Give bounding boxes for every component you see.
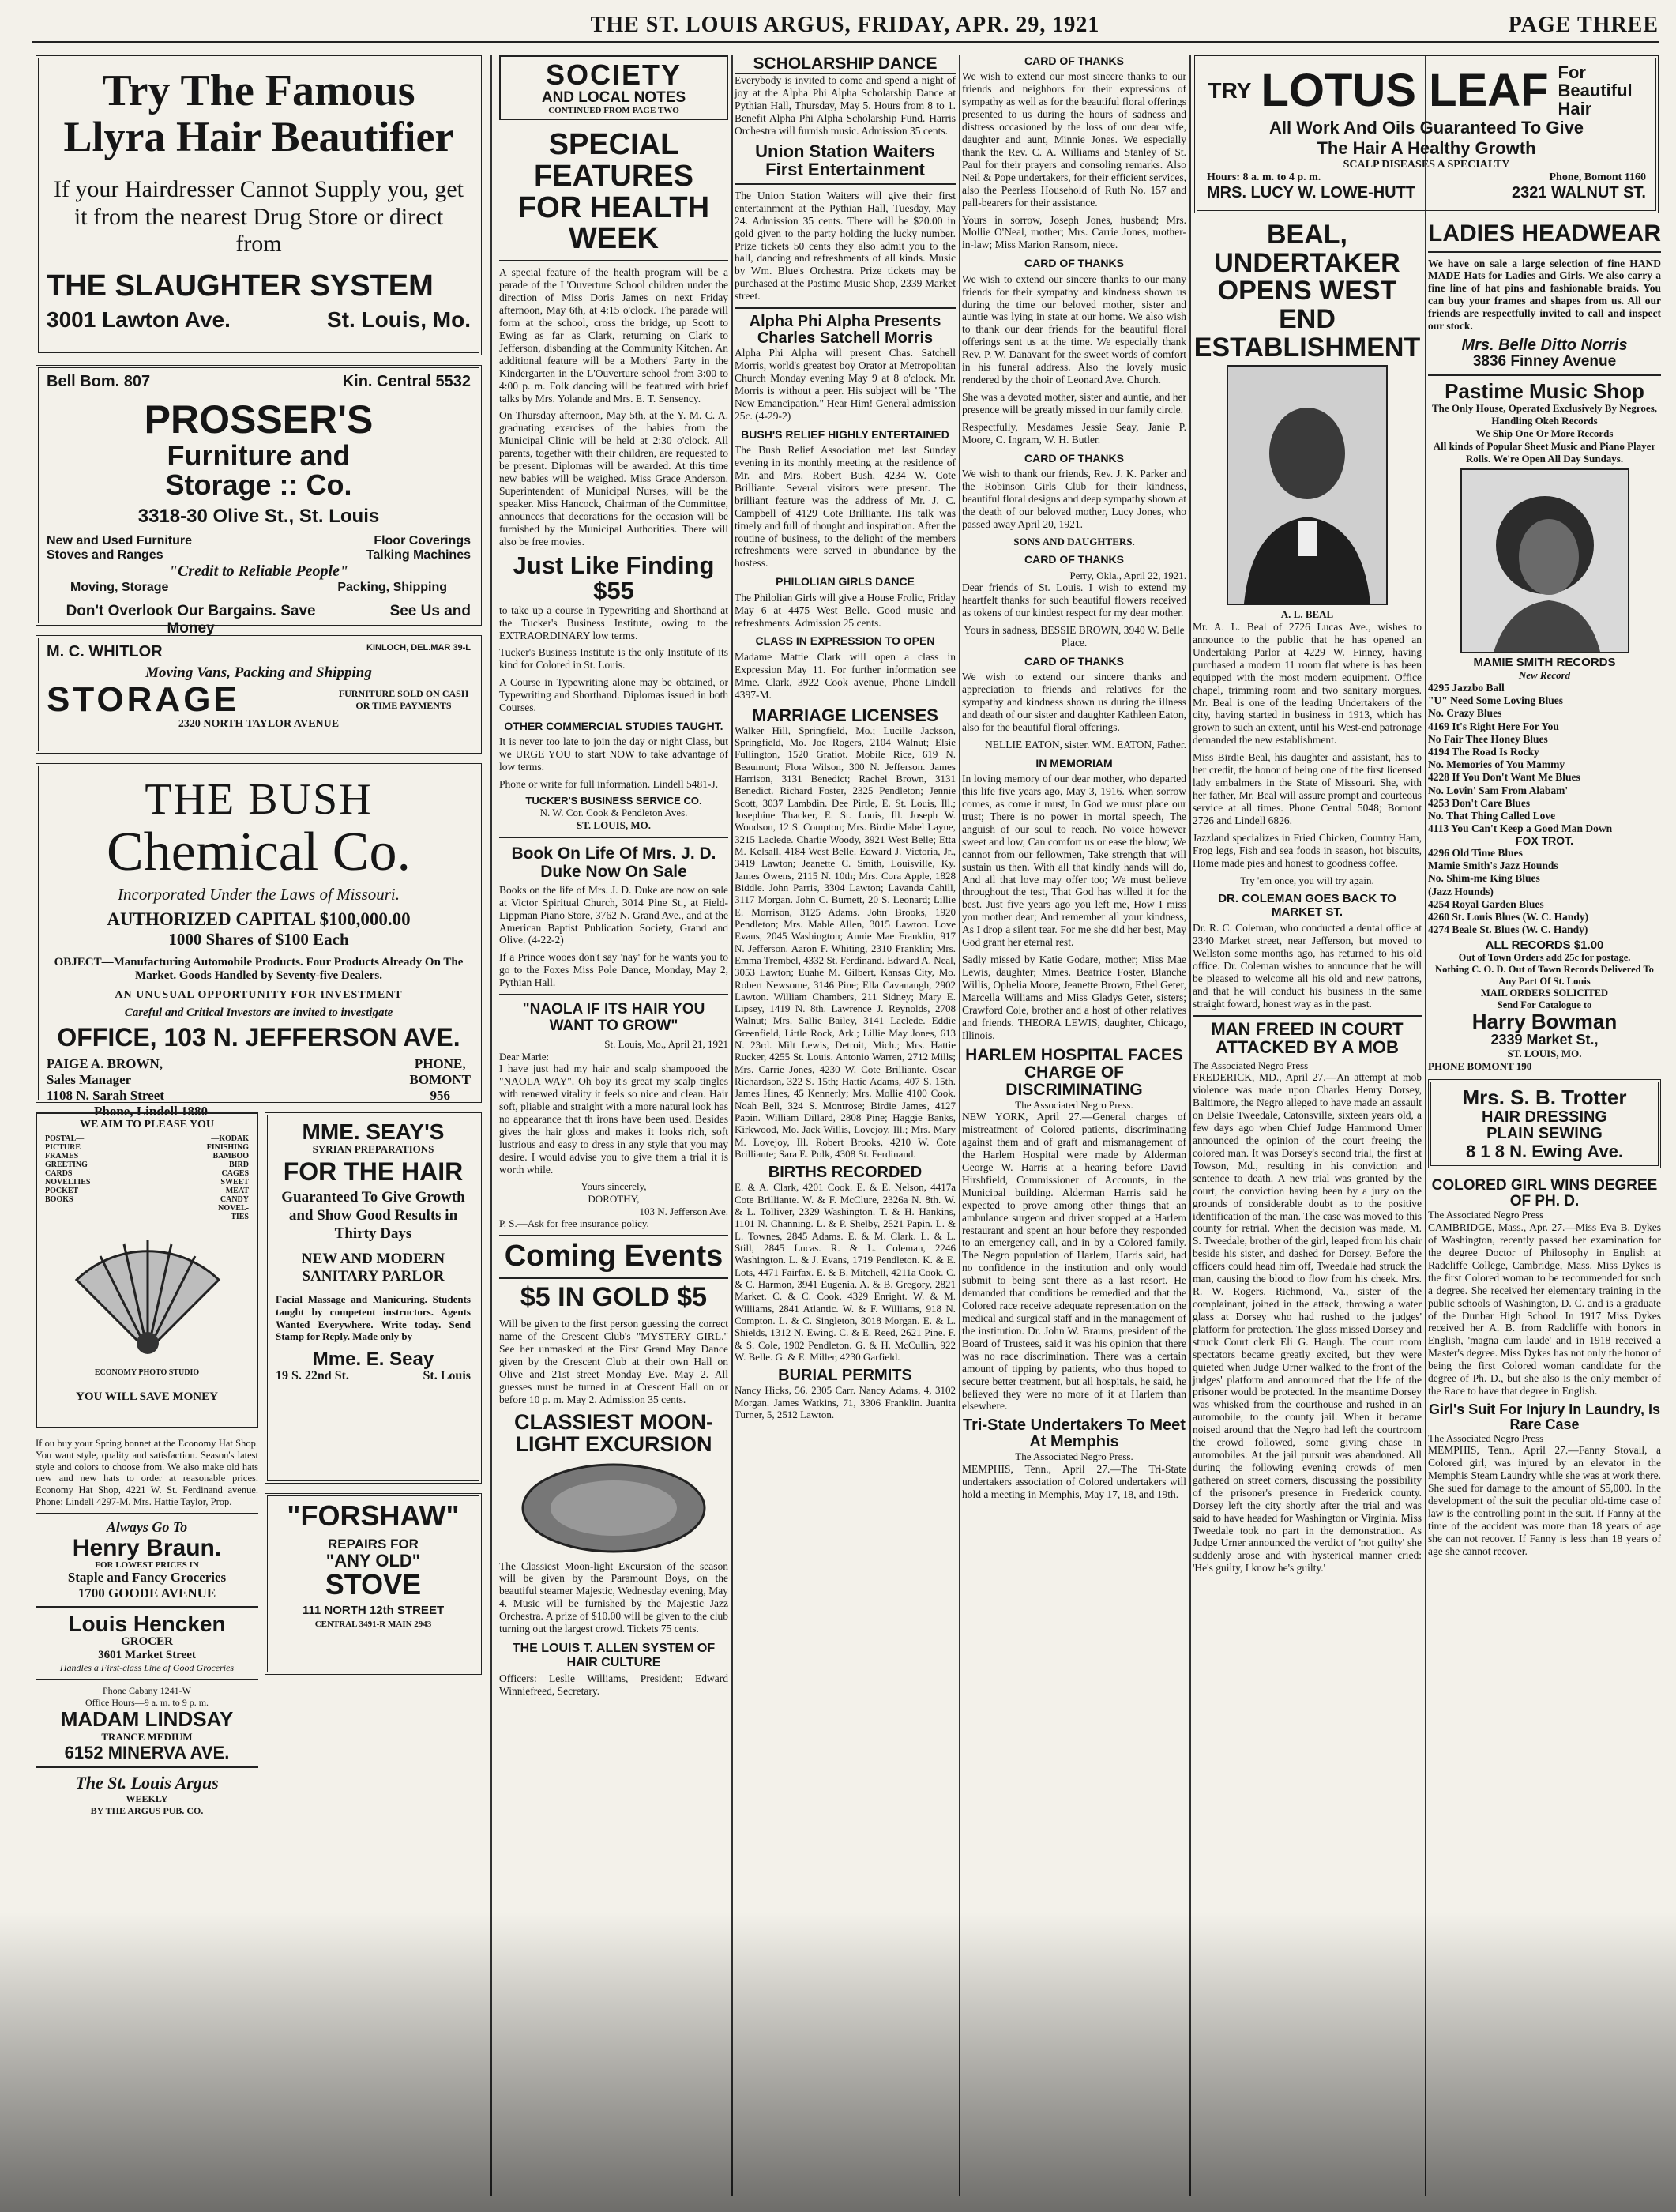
ladies-address: 3836 Finney Avenue — [1472, 353, 1617, 371]
record-item: No. That Thing Called Love — [1428, 809, 1556, 822]
bowman-name: Harry Bowman — [1471, 1010, 1618, 1034]
card4-sign: Yours in sadness, BESSIE BROWN, 3940 W. Belle Place. — [964, 624, 1185, 649]
ad-prosser-left1: New and Used Furniture — [47, 534, 193, 548]
column-ads-left — [36, 55, 482, 2196]
article-laundry: MEMPHIS, Tenn., April 27.—Fanny Stovall, a Colored girl, was injured by an elevator in the Memphis Steam Laundry while she was at work there. She sued for damage to the amount of $5,000. In the development of the suit the peculiar old-time case of law is the controlling point in the suit. If Fanny at the time of the accident was more than 18 years of age she can not recover. If Fanny is less than 18 years of age she cannot recover. — [1428, 1444, 1661, 1557]
list-births: E. & A. Clark, 4201 Cook. E. & E. Nelson, 4417a Cote Brilliante. W. & F. McClure, 2326a N. 8th. W. & L. Tolliver, 2329 Washington. T. & H. Hankins, 1101 N. Channing. L. & P. Shelby, 2521 Papin. L. & L. Townes, 2845 Adams. E. & M. Clark. L. & L. Still, 2845 Lucas. R. & L. Coleman, 2246 Washington. L. & J. Evans, 1719 Pendleton. K. & E. Lots, 4471 Fairfax. E. & B. Mitchell, 4211a Cook. C. & C. Harmon, 3941 Eugenia. A. & B. Gregory, 2821 Market. C. & C. Cook, 4329 Enright. W. & M. Williams, 2841 Atlantic. W. & F. Williams, 918 N. Compton. L. & C. Singleton, 3018 Morgan. E. & L. Shields, 1312 N. Ewing. C. & E. Reed, 2621 Pine. F. & S. Cole, 1902 Pendleton. G. & H. McCullin, 922 W. Belle. G. & E. Miller, 4230 Garfield. — [735, 1181, 956, 1364]
card4-place: Perry, Okla., April 22, 1921. — [1069, 569, 1186, 581]
ad-bush-title2: Chemical Co. — [107, 822, 411, 882]
ad-lotus-line3: SCALP DISEASES A SPECIALTY — [1343, 159, 1510, 171]
ad-whitlor-furniture: FURNITURE SOLD ON CASH OR TIME PAYMENTS — [338, 688, 469, 712]
ad-whitlor — [36, 635, 482, 754]
ad-studio-right-list — [207, 1134, 249, 1221]
ad-llyra-city: St. Louis, Mo. — [327, 307, 471, 332]
headline-mob: MAN FREED IN COURT ATTACKED BY A MOB — [1193, 1015, 1422, 1056]
headline-book: Book On Life Of Mrs. J. D. Duke Now On Sale — [511, 844, 716, 881]
headline-card4: CARD OF THANKS — [1024, 553, 1124, 566]
ad-bush-office: OFFICE, 103 N. JEFFERSON AVE. — [57, 1023, 460, 1051]
ad-prosser-right2: Talking Machines — [366, 548, 471, 562]
page-number: PAGE THREE — [1508, 13, 1659, 37]
ad-braun-address: 1700 GOODE AVENUE — [77, 1586, 216, 1601]
ad-seay-address: 19 S. 22nd St. — [276, 1368, 349, 1382]
ad-whitlor-storage: STORAGE — [47, 680, 240, 719]
portrait-illustration — [1228, 367, 1386, 604]
ad-llyra-title2: Llyra Hair Beautifier — [63, 112, 454, 160]
pastime-line3: All kinds of Popular Sheet Music and Piano Player Rolls. We're Open All Day Sundays. — [1433, 440, 1656, 465]
column-cards — [962, 55, 1186, 2196]
records-catalogue: Send For Catalogue to — [1497, 999, 1592, 1011]
article-classiest: The Classiest Moon-light Excursion of the season will be given by the Paramount Boys, on the beautiful steamer Majestic, Wednesday evening, May 4. Music will be furnished by the Majestic Jazz Orchestra. A prize of $10.00 will be given to the club turning out the largest crowd. Tickets 75 cents. — [499, 1559, 728, 1635]
ad-prosser-line3: Storage :: Co. — [165, 468, 352, 502]
studio-item: —KODAK — [211, 1134, 249, 1143]
studio-item: CAGES — [221, 1169, 249, 1178]
ad-argus-name: The St. Louis Argus — [75, 1772, 219, 1793]
ad-llyra-address: 3001 Lawton Ave. — [47, 307, 231, 332]
record-item: No. Lovin' Sam From Alabam' — [1428, 784, 1569, 796]
headline-burial: BURIAL PERMITS — [778, 1367, 912, 1385]
record-item: (Jazz Hounds) — [1428, 885, 1494, 897]
record-item: 4228 If You Don't Want Me Blues — [1428, 771, 1580, 784]
headline-card5: CARD OF THANKS — [1024, 654, 1124, 668]
masthead — [32, 9, 1659, 43]
ad-prosser-line2: Furniture and — [167, 438, 351, 472]
studio-item: POCKET — [45, 1187, 79, 1195]
records-out: Out of Town Orders add 25c for postage. — [1458, 952, 1631, 964]
studio-item: TIES — [231, 1213, 249, 1221]
article-gold: Will be given to the first person guessing the correct name of the Crescent Club's "MYSTERY GIRL." See her unmasked at the First Grand May Dance given by the Crescent Club at their own Hall on Olive and 21st street Monday Eve. May 2. All guesses must be turned in at Crescent Hall on or before 10 p. m. May 2. Admission 35 cents. — [499, 1318, 728, 1405]
phd-press: The Associated Negro Press — [1428, 1209, 1544, 1221]
ad-seay-city: St. Louis — [423, 1368, 471, 1382]
record-item: 4295 Jazzbo Ball — [1428, 682, 1505, 694]
studio-item: NOVELTIES — [45, 1178, 91, 1187]
ad-bush-mgr-phone: Phone, Lindell 1880 — [94, 1103, 209, 1119]
ad-braun-line1: Always Go To — [106, 1518, 188, 1535]
ad-bush-phone-exchange: BOMONT — [409, 1071, 471, 1087]
card3-body: We wish to thank our friends, Rev. J. K. Parker and the Robinson Girls Club for their kindness, beautiful floral designs and deep sympathy shown at the death of our beloved mother, Lucy Jones, who passed away April 20, 1921. — [962, 468, 1186, 530]
photo-beal-caption: A. L. BEAL — [1280, 608, 1334, 621]
ad-prosser-phone2: Kin. Central 5532 — [342, 373, 471, 390]
ad-forshaw-title: "FORSHAW" — [287, 1499, 460, 1532]
studio-item: MEAT — [225, 1187, 249, 1195]
ad-bush-inc: Incorporated Under the Laws of Missouri. — [118, 885, 400, 904]
record-item: 4194 The Road Is Rocky — [1428, 745, 1539, 758]
ad-prosser — [36, 365, 482, 638]
pastime-line2: We Ship One Or More Records — [1475, 427, 1614, 440]
headline-pastime: Pastime Music Shop — [1445, 378, 1644, 403]
headline-alpha: Alpha Phi Alpha Presents Charles Satchell Morris — [749, 313, 941, 348]
headline-card3: CARD OF THANKS — [1024, 451, 1124, 465]
headline-card2: CARD OF THANKS — [1024, 257, 1124, 270]
ad-bush-mgr-name: PAIGE A. BROWN, — [47, 1055, 163, 1071]
ad-llyra-body: If your Hairdresser Cannot Supply you, get it from the nearest Drug Store or direct from — [53, 176, 464, 258]
card5-sign: NELLIE EATON, sister. WM. EATON, Father. — [985, 738, 1186, 750]
headline-births: BIRTHS RECORDED — [768, 1164, 923, 1182]
studio-item: BAMBOO — [212, 1152, 249, 1161]
ad-lotus-leaf — [1194, 55, 1659, 213]
headline-special-features: SPECIAL FEATURES FOR HEALTH WEEK — [517, 127, 710, 256]
ad-seay-name: Mme. E. Seay — [312, 1348, 434, 1370]
records-cod: Nothing C. O. D. Out of Town Records Delivered To Any Part Of St. Louis — [1435, 964, 1654, 988]
card5-body: We wish to extend our sincere thanks and appreciation to friends and relatives for the sympathy and kindness shown us during the illness and death of our sister and daughter Kathleen Eaton, also for the beautiful floral offerings. — [962, 671, 1186, 733]
column-rule — [959, 55, 960, 2196]
masthead-title: THE ST. LOUIS ARGUS, FRIDAY, APR. 29, 1921 — [590, 13, 1100, 37]
headline-union: Union Station Waiters First Entertainment — [755, 141, 935, 179]
ad-forshaw-line2: "ANY OLD" — [325, 1550, 421, 1571]
record-item: No. Memories of You Mammy — [1428, 758, 1565, 771]
ad-forshaw-line3: STOVE — [325, 1567, 422, 1601]
ad-economy-hat-shop: If ou buy your Spring bonnet at the Economy Hat Shop. You want style, quality and satisfaction. Season's latest style and colors to choose from. We also make old hats new and new hats to order at reasonable prices. Economy Hat Shop, 4221 W. St. Ferdinand avenue. Phone: Lindell 4297-M. Mrs. Hattie Taylor, Prop. — [36, 1438, 258, 1507]
society-sub: AND LOCAL NOTES — [541, 88, 686, 106]
article-class: Madame Mattie Clark will open a class in Expression May 11. For further information see Mme. Clark, 3922 Cook avenue, Phone Lindell 4397-M. — [735, 650, 956, 701]
ad-lindsay-address: 6152 MINERVA AVE. — [64, 1742, 230, 1762]
ad-lotus-address: 2321 WALNUT ST. — [1511, 184, 1646, 202]
ad-studio-left-list — [45, 1134, 90, 1221]
headline-beal: BEAL, UNDERTAKER OPENS WEST END ESTABLISHMENT — [1193, 220, 1421, 363]
studio-item: FRAMES — [45, 1152, 79, 1161]
moon-excursion-illustration — [519, 1461, 708, 1556]
list-marriage: Walker Hill, Springfield, Mo.; Lucille Jackson, Springfield, Mo. Joe Rogers, 2104 Walnut; Elsie Fullington, 1520 Gratiot. Mobile Rice, 619 N. Beaumont; Flora Wilson, 300 N. Jefferson. James Harrison, 3131 Benedict; Rachel Brown, 3131 Benedict. Richard Foster, 2325 Pendleton; Jennie Scott, 3037 Lambdin. Dee Pirtle, E. St. Louis, Ill.; Josephine Thacker, E. St. Louis, Ill. Joseph W. Woodson, 12 S. Compton; Mrs. Birdie Mabel Layne, 3215 Laclede. Charlie Woody, 3921 West Belle; Etta M. Kelsall, 4184 West Belle. Edward J. Victoria, Jr., 3419 Lawton; Jeanette C. Smith, Louisville, Ky. James Owens, 2115 N. 10th; Mrs. Cora Apple, 1828 Biddle. John Parris, 3304 Lawton; Lavanda Cahill, 3117 Morgan. John C. Burnett, 20 S. Leonard; Lillie E. Morrison, 3125 Adams. John Brooks, 1920 Pendleton; Mrs. Mable Allen, 3015 Lawton. Love Evans, 2045 Washington; Annie Mae Franklin, 917 N. Jefferson. Aaron F. Whiting, 2310 Franklin; Mrs. Emma Trembel, 4332 St. Ferdinand. Edward A. Neal, 3053 Lawton; Euahe M. Gilbert, Kansas City, Mo. Robert Newsome, 3146 Pine; Ella Cavanaugh, 2902 Lawton. William Chambers, 211 Sidney; Mary E. Lipsey, 1419 N. 8th. Lawrence J. Reynolds, 2708 Walnut; Mrs. Sallie Bailey, 3141 Laclede. Eddie Greenfield, Little Rock, Ark.; Lillie May Jones, 613 N. 23rd. Milt Lewis, Detroit, Mich.; Mrs. Hattie Rucker, 4255 St. Louis. Antonio Warren, 2712 Mills; Mrs. Carrie Jones, 4230 W. Cote Brilliante. Oscar Richardson, 322 S. 15th; Hattie Adams, 407 S. 15th. James Hines, 45 Kennerly; Mrs. Mollie 4100 Cook. Noah Bell, 324 S. Montrose; Birdie James, 4127 Papin. William Dillard, 2808 Pine; Haggie Banks, Kirkwood, Mo. Jack Willis, Lovejoy, Ill.; Mrs. Mary M. Lovejoy, Ill. Robert Brooks, 4210 W. Cote Brilliante; Sara E. Polk, 4308 St. Ferdinand. — [735, 724, 956, 1161]
pastime-line1: The Only House, Operated Exclusively By Negroes, Handling Okeh Records — [1431, 402, 1658, 427]
column-beal — [1193, 221, 1422, 2196]
article-beal-p2: Miss Birdie Beal, his daughter and assistant, has to her credit, the honor of being one of the first licensed lady embalmers in the State of Missouri. She, with her father, Mr. Beal will assure prompt and courteous service at all times. Phone Central 5048; Bomont 2726 and Lindell 6826. — [1193, 751, 1422, 826]
ad-llyra — [36, 55, 482, 356]
article-finding-other: OTHER COMMERCIAL STUDIES TAUGHT. — [504, 720, 723, 733]
laundry-press: The Associated Negro Press — [1428, 1431, 1544, 1444]
record-item: "U" Need Some Loving Blues — [1428, 694, 1563, 707]
ad-whitlor-line: Moving Vans, Packing and Shipping — [145, 664, 372, 681]
ad-seay-line1: Guaranteed To Give Growth and Show Good Results in Thirty Days — [281, 1188, 465, 1242]
studio-item: GREETING — [45, 1161, 88, 1169]
naola-sign1: Yours sincerely, — [581, 1180, 647, 1193]
harlem-press: The Associated Negro Press. — [1015, 1098, 1133, 1111]
trotter-line1: HAIR DRESSING — [1482, 1108, 1607, 1126]
column-rule — [490, 55, 492, 2196]
foxtrot-list — [1428, 847, 1661, 936]
foxtrot-title: FOX TROT. — [1515, 834, 1574, 848]
ad-hencken-line1: GROCER — [121, 1635, 173, 1649]
ad-bush-shares: 1000 Shares of $100 Each — [168, 930, 349, 949]
photo-mamie-smith — [1460, 468, 1629, 653]
ad-argus-line2: BY THE ARGUS PUB. CO. — [90, 1804, 204, 1816]
headline-marriage: MARRIAGE LICENSES — [752, 705, 938, 725]
article-philolian: The Philolian Girls will give a House Frolic, Friday May 6 at 4475 West Belle. Good music and refreshments. Admission 25 cents. — [735, 591, 956, 629]
headline-coleman: DR. COLEMAN GOES BACK TO MARKET ST. — [1218, 892, 1396, 919]
trotter-line2: PLAIN SEWING — [1486, 1124, 1603, 1142]
studio-item: BIRD — [228, 1161, 249, 1169]
article-book-p2: If a Prince wooes don't say 'nay' for he wants you to go to the Foxes Miss Pole Dance, Monday, May 2, Pythian Hall. — [499, 951, 728, 989]
card4-body: Dear friends of St. Louis. I wish to extend my heartfelt thanks for such beautiful flowers received as tokens of our kindest respect for my dear mother. — [962, 581, 1186, 619]
headline-gold: $5 IN GOLD $5 — [520, 1281, 708, 1312]
memoriam-body: In loving memory of our dear mother, who departed this life five years ago, May 3, 1916. When sorrow comes, as come it must, In God we must place our trust; There is no power in mortal speech, The anguish of our soul to reach. No voice however sweet and low, Can comfort us or ease the blow; We cannot from our fellowmen, Take strength that will sustain us then. With all that kindly hands will do, And all that love may offer too; We must believe throughout the test, That God has willed it for the best. Just five years ago you left me, How I miss you mother dear; And remember all your kindness, As I drop a silent tear. For me she did her best, May God grant her eternal rest. — [962, 773, 1186, 949]
naola-date: St. Louis, Mo., April 21, 1921 — [604, 1037, 728, 1050]
ad-column-small-left — [36, 1112, 258, 1817]
article-book-p1: Books on the life of Mrs. J. D. Duke are now on sale at Victor Spiritual Church, 3014 Pine St., at Field-Lippman Piano Store, 3762 N. Grand Ave., and at the American Baptist Publication Society, Grand and Olive. (4-22-2) — [499, 883, 728, 946]
headline-class: CLASS IN EXPRESSION TO OPEN — [755, 634, 935, 648]
card2-body: We wish to extend our sincere thanks to our many friends for their sympathy and kindness shown us during the time our beloved mother, sister and auntie was lying in state at our home. We also wish to thank our dear friends for the beautiful floral offerings sent us at the time. We especially thank Rev. P. W. Danavant for the sweet words of comfort in his funeral address. Also the lovely music rendered by the choir of Leonard Ave. Church. — [962, 273, 1186, 386]
ad-bush-mgr-addr: 1108 N. Sarah Street — [47, 1087, 164, 1103]
record-item: 4260 St. Louis Blues (W. C. Handy) — [1428, 910, 1589, 923]
ad-whitlor-address: 2320 NORTH TAYLOR AVENUE — [178, 718, 340, 731]
ad-hencken-name: Louis Hencken — [68, 1612, 226, 1636]
ad-braun-line2: FOR LOWEST PRICES IN — [95, 1560, 199, 1570]
record-item: 4254 Royal Garden Blues — [1428, 897, 1544, 910]
article-coleman: Dr. R. C. Coleman, who conducted a dental office at 2340 Market street, near Jefferson, but moved to Wellston some months ago, has returned to his old office. Dr. Coleman wishes to announce that he will be pleased to welcome all his old and new patrons, and that he will conduct his business in the same straight foward, honest way as in the past. — [1193, 922, 1422, 1010]
ad-seay-big: FOR THE HAIR — [283, 1157, 464, 1187]
column-rule — [1425, 55, 1426, 2196]
headline-culture: THE LOUIS T. ALLEN SYSTEM OF HAIR CULTURE — [512, 1642, 716, 1669]
article-alpha: Alpha Phi Alpha will present Chas. Satchell Morris, world's greatest boy Orator at Metropolitan Church Monday evening May 9 at 8 o'clock. Mr. Morris is without a peer. His subject will be "The New Emancipation." Hear Him! General admission 25c. (4-29-2) — [735, 347, 956, 422]
ad-argus-line1: WEEKLY — [126, 1793, 168, 1804]
fan-illustration — [69, 1224, 227, 1359]
society-title: SOCIETY — [545, 58, 682, 91]
ad-lotus-line1: All Work And Oils Guaranteed To Give — [1268, 118, 1584, 138]
headline-ladies-headwear: LADIES HEADWEAR — [1428, 220, 1662, 246]
headline-memoriam: IN MEMORIAM — [1035, 756, 1113, 769]
ad-lotus-for: For Beautiful Hair — [1558, 62, 1633, 119]
headline-bush-relief: BUSH'S RELIEF HIGHLY ENTERTAINED — [741, 427, 949, 441]
ad-prosser-bargains: Don't Overlook Our Bargains. Save Money — [66, 603, 316, 638]
article-special-p1: A special feature of the health program will be a parade of the L'Ouverture School children under the direction of Miss Doris James on next Friday afternoon, May 6th, at 4:15 o'clock. The parade will form at the school, cross the bridge, up Scott to Ewing as far as Clark, returning on Clark to Jefferson, disbanding at the Community Kitchen. An additional feature will be a Mothers' Party in the Kindergarten in the L'Ouverture school from 3:00 to 4:00 p. m. Folk dancing will be featured with brief talks by Mrs. Yolande and Mrs. E. T. Sensency. — [499, 266, 728, 404]
ad-prosser-name: PROSSER'S — [144, 397, 374, 442]
ad-prosser-phone1: Bell Bom. 807 — [47, 373, 151, 390]
ad-whitlor-phone: KINLOCH, DEL.MAR 39-L — [366, 643, 471, 653]
headline-phd: COLORED GIRL WINS DEGREE OF PH. D. — [1431, 1176, 1658, 1209]
ad-studio-name: ECONOMY PHOTO STUDIO — [94, 1368, 200, 1377]
ad-lindsay-hours: Office Hours—9 a. m. to 9 p. m. — [85, 1697, 209, 1709]
tristate-press: The Associated Negro Press. — [1015, 1450, 1133, 1463]
headline-finding: Just Like Finding $55 — [513, 551, 715, 605]
ad-prosser-packing: Packing, Shipping — [337, 581, 447, 595]
ad-studio-save: YOU WILL SAVE MONEY — [76, 1390, 218, 1403]
ad-bush-phone-label: PHONE, — [414, 1055, 466, 1071]
ad-llyra-company: THE SLAUGHTER SYSTEM — [47, 269, 434, 303]
headline-harlem: HARLEM HOSPITAL FACES CHARGE OF DISCRIMINATING — [965, 1045, 1183, 1099]
article-bush-relief: The Bush Relief Association met last Sunday evening in its monthly meeting at the residence of Mr. and Mrs. Robert Bush, 4234 W. Cote Brilliante. Several visitors were present. The brilliant feature was the address of Mr. J. C. Campbell of 4129 Cote Brilliante. His talk was timely and full of thought and inspiration. After the routine of business, to the delight of the members refreshments were served in abundance by the hostess. — [735, 444, 956, 570]
ad-prosser-see: See Us and — [389, 603, 471, 620]
naola-sign3: 103 N. Jefferson Ave. — [639, 1205, 728, 1217]
ad-seay-sub: SYRIAN PREPARATIONS — [312, 1143, 434, 1156]
article-ladies: We have on sale a large selection of fine HAND MADE Hats for Ladies and Girls. We also carry a fine line of hat pins and fashionable braids. You can buy your frames and shapes from us. All our friends are respectfully invited to call and inspect our stock. — [1428, 257, 1661, 333]
mamie-new: New Record — [1518, 669, 1571, 682]
column-society — [499, 55, 728, 2196]
ad-bush-capital: AUTHORIZED CAPITAL $100,000.00 — [107, 909, 411, 929]
record-item: 4253 Don't Care Blues — [1428, 796, 1531, 809]
ad-bush-object: OBJECT—Manufacturing Automobile Products. Four Products Already On The Market. Goods Handled by Seventy-five Dealers. — [54, 956, 464, 982]
studio-item: NOVEL- — [218, 1204, 249, 1213]
article-finding-p3: A Course in Typewriting alone may be obtained, or Typewriting and Shorthand. Diplomas issued in both Courses. — [499, 676, 728, 714]
ad-bush-mgr-title: Sales Manager — [47, 1071, 132, 1087]
ad-bush-title1: THE BUSH — [145, 775, 373, 824]
studio-item: CARDS — [45, 1169, 73, 1178]
mamie-caption: MAMIE SMITH RECORDS — [1473, 656, 1616, 670]
ad-forshaw-line1: REPAIRS FOR — [328, 1536, 419, 1552]
ad-lindsay-phone: Phone Cabany 1241-W — [103, 1685, 191, 1697]
card2-body2: She was a devoted mother, sister and auntie, and her presence will be greatly missed in our family circle. — [962, 390, 1186, 416]
ad-lotus-line2: The Hair A Healthy Growth — [1317, 138, 1536, 159]
studio-item: POSTAL— — [45, 1134, 85, 1143]
article-mob: FREDERICK, MD., April 27.—An attempt at mob violence was made upon Charles Henry Dorsey, Baltimore, the Negro alleged to have made an assault on Delsie Tweedale, Catonsville, sixteen years old, a few days ago when Chief Judge Hammond Urner announced the opinion of the court freeing the colored man. It was Dorsey's second trial, the first at Towson, Md., resulting in his conviction and sentence to death. A new trial was granted by the court, the conviction having been by a jury on the grounds of considerable doubt as to the positive identification of the man. The case was moved to this county for retrial. When the decision was made, M. S. Tweedale, brother of the girl, leaped from his chair beside his sister, and dashed for Dorsey. Before the officers could head him off, Tweedale had struck the man, causing the blood to flow from his cheek. Mrs. R. W. Rogers, Richmond, Va., sister of the complainant, joined in the attack, throwing a water glass at Dorsey who had rushed to the judges' platform for protection. The glass missed Dorsey and struck Court clerk Eli G. Haugh. The court room spectators became greatly excited, but they were quieted when Judge Urner walked to the front of the judges' platform and announced that the life of the prisoner would be protected. In the meantime Dorsey was whisked from the courthouse and rushed in an automobile, to the county jail. When it became noised around that the Negro had left the courtroom the crowd followed, some giving chase in automobiles. At the jail pursuit was abandoned. All during the following evening crowds of men gathered on street corners, discussing the possibility of the prisoner's presence in Frederick county. Dorsey left the city shortly after the trial and was said to have headed for Washington or Virginia. Miss Tweedale took no part in the demonstration. As Judge Urner announced the verdict of 'not guilty' she suddenly arose and with hysterical manner cried: 'He's guilty, I know he's guilty.' — [1193, 1071, 1422, 1574]
ad-bush-phone-number: 956 — [430, 1087, 451, 1103]
records-mail: MAIL ORDERS SOLICITED — [1480, 988, 1609, 999]
article-beal-p1: Mr. A. L. Beal of 2726 Lucas Ave., wishes to announce to the public that he has opened an Undertaking Parlor at 4229 W. Finney, having purchased a modern 11 room flat where is has been equipped with the most modern equipment. Office chapel, trimming room and two sanitary morgues. Mr. Beal is one of the leading Undertakers of the city, having started in business in 1913, which has grown to such an extent, until his West-end patronage demanded the new establishment. — [1193, 621, 1422, 747]
headline-naola: "NAOLA IF ITS HAIR YOU WANT TO GROW" — [522, 1001, 705, 1035]
bowman-city: ST. LOUIS, MO. — [1507, 1048, 1582, 1060]
record-item: No Fair Thee Honey Blues — [1428, 732, 1548, 745]
article-harlem: NEW YORK, April 27.—General charges of mistreatment of Colored patients, discriminating against them and of graft and mismanagement of the Harlem Hospital were made by Alderman George W. Harris at a hearing before David Hirshfield, Commissioner of Accounts, in the Municipal building. Alderman Harris said he expected to prove among other things that an ambulance surgeon and driver stopped at a Harlem restaurant and spent an hour before they responded to an emergency call, and in by a Colored family. The Negro population of Harlem, Harris said, had no confidence in the institution and only would submit to being sent there as a last resort. He demanded that conditions be remedied and that the Colored race receive adequate representation on the medical and surgical staff and in the management of the institution. Dr. John W. Brauns, president of the Board of Trustees, said it was his opinion that there was no race discrimination. There was a certain amount of tipping by patients, who thus hoped to secure better treatment, but all hospitals, he said, he believed they were no more of it at Harlem than elsewhere. — [962, 1111, 1186, 1413]
record-item: No. Crazy Blues — [1428, 707, 1502, 720]
ad-whitlor-name: M. C. WHITLOR — [47, 643, 163, 660]
photo-beal — [1227, 365, 1388, 605]
record-item: No. Shim-me King Blues — [1428, 872, 1540, 885]
record-item: 4169 It's Right Here For You — [1428, 720, 1559, 732]
article-finding-p2: Tucker's Business Institute is the only Institute of its kind for Colored in St. Louis. — [499, 646, 728, 672]
column-rule — [731, 55, 733, 2196]
column-events — [735, 55, 956, 2196]
ad-prosser-moving: Moving, Storage — [70, 581, 169, 595]
ad-prosser-right1: Floor Coverings — [374, 534, 471, 548]
studio-item: BOOKS — [45, 1195, 73, 1204]
article-finding-tucker-addr: N. W. Cor. Cook & Pendleton Aves. — [539, 807, 688, 819]
studio-item: FINISHING — [206, 1143, 249, 1152]
headline-philolian: PHILOLIAN GIRLS DANCE — [776, 575, 915, 589]
ad-lindsay-name: MADAM LINDSAY — [60, 1707, 234, 1732]
record-item: Mamie Smith's Jazz Hounds — [1428, 860, 1558, 872]
naola-sign2: DOROTHY, — [588, 1193, 640, 1206]
article-finding-tucker-city: ST. LOUIS, MO. — [576, 819, 652, 832]
ad-seay-title: MME. SEAY'S — [302, 1119, 445, 1144]
ad-hencken-address: 3601 Market Street — [98, 1649, 196, 1662]
headline-tristate: Tri-State Undertakers To Meet At Memphis — [963, 1416, 1186, 1451]
naola-dear: Dear Marie: — [499, 1050, 550, 1063]
article-finding-p4: It is never too late to join the day or night Class, but we URGE YOU to start NOW to take advantage of low terms. — [499, 735, 728, 773]
ad-prosser-slogan: "Credit to Reliable People" — [168, 562, 349, 581]
article-phd: CAMBRIDGE, Mass., Apr. 27.—Miss Eva B. Dykes of Washington, recently passed her examination for the degree Doctor of Philosophy in English at Radcliffe College, Cambridge, Mass. Miss Dykes is the first Colored woman to be recommended for such a degree. She received her elementary training in the public schools of Washington, D. C. and is a graduate of the Dunbar High School. In 1917 Miss Dykes received her A. B. from Radcliffe with honors in English, 'magna cum laude' and in 1918 received a Master's degree. Miss Dykes has not only the honor of being the first Colored woman candidate for the degree of Ph. D., but she also is the only member of the Race to have that degree in English. — [1428, 1221, 1661, 1398]
ad-lotus-title: LOTUS LEAF — [1261, 64, 1549, 116]
ad-hencken-line2: Handles a First-class Line of Good Groceries — [59, 1662, 235, 1674]
ad-seay-line3: Facial Massage and Manicuring. Students taught by competent instructors. Agents Wanted Everywhere. Write today. Send Stamp for Reply. Made only by — [276, 1293, 471, 1343]
ad-prosser-address: 3318-30 Olive St., St. Louis — [137, 506, 380, 528]
ad-forshaw-address: 111 NORTH 12th STREET — [302, 1603, 445, 1617]
ad-lindsay-line: TRANCE MEDIUM — [101, 1730, 193, 1743]
ad-forshaw-phones: CENTRAL 3491-R MAIN 2943 — [314, 1620, 432, 1630]
memoriam-sign: Sadly missed by Katie Godare, mother; Miss Mae Lewis, daughter; Mmes. Beatrice Foster, Blanche Willis, Ophelia Moore, Jeanette Brown, Ethel Geter, Marcella Williams and Miss Gladys Geter, sisters; Crawford Cole, brother and a host of other relatives and friends. THEORA LEWIS, daughter, Chicago, Illinois. — [962, 954, 1186, 1041]
ad-braun-name: Henry Braun. — [72, 1534, 222, 1561]
ad-prosser-left2: Stoves and Ranges — [47, 548, 163, 562]
trotter-address: 8 1 8 N. Ewing Ave. — [1466, 1141, 1623, 1161]
ad-lotus-try: TRY — [1208, 77, 1252, 103]
ladies-name: Mrs. Belle Ditto Norris — [1461, 337, 1628, 355]
article-finding-p1: to take up a course in Typewriting and Shorthand at the Tucker's Business Institute, owing to the EXTRAORDINARY low terms. — [499, 604, 728, 641]
headline-classiest: CLASSIEST MOON-LIGHT EXCURSION — [513, 1409, 713, 1457]
ad-column-small-right — [265, 1112, 482, 1817]
ad-lotus-hours: Hours: 8 a. m. to 4 p. m. — [1207, 171, 1321, 184]
card2-sign: Respectfully, Mesdames Jessie Seay, Janie P. Moore, C. Ingram, W. H. Butler. — [962, 420, 1186, 446]
column-rule — [1189, 55, 1191, 2196]
record-item: 4113 You Can't Keep a Good Man Down — [1428, 822, 1613, 835]
mob-press: The Associated Negro Press — [1193, 1059, 1309, 1071]
ad-lotus-name: MRS. LUCY W. LOWE-HUTT — [1207, 184, 1416, 202]
ad-trotter — [1428, 1079, 1661, 1168]
article-finding-tucker: TUCKER'S BUSINESS SERVICE CO. — [525, 795, 702, 807]
ad-bush-careful: Careful and Critical Investors are invited to investigate — [124, 1006, 393, 1019]
bowman-phone: PHONE BOMONT 190 — [1428, 1060, 1532, 1073]
article-naola: I have just had my hair and scalp shampooed the "NAOLA WAY". Oh boy it's great my scalp tingles with renewed vitality it feels so nice and clean. Hair soft, pliable and straight with a more natural look has no appearance that th irons have been used. Besides gives the hair gloss and makes it looks rich, soft lustrious and easy to dress in any style that you may desire. I would advise you to give them a trial it is worth while. — [499, 1063, 728, 1176]
card1-body: We wish to extend our most sincere thanks to our friends and neighbors for their expressions of sympathy as well as for the beautiful floral offerings presented to us during the hours of sadness and distress occasioned by the loss of our dear wife, daughter and aunt, Minnie Jones. We especially thank the Rev. C. A. Williams and Stanley of St. Paul for their prayers and consoling remarks. Also Neil & Pope undertakers, for their efficient services, also the Peerless Household of Ruth No. 157 and pall-bearers for their assistance. — [962, 70, 1186, 209]
card3-sign: SONS AND DAUGHTERS. — [1013, 535, 1135, 547]
ad-economy-studio — [36, 1112, 258, 1428]
article-culture: Officers: Leslie Williams, President; Edward Winniefreed, Secretary. — [499, 1672, 728, 1698]
ad-braun-line3: Staple and Fancy Groceries — [67, 1570, 227, 1585]
record-item: 4296 Old Time Blues — [1428, 846, 1523, 859]
records-list — [1428, 682, 1661, 835]
records-price: ALL RECORDS $1.00 — [1485, 939, 1604, 953]
ad-forshaw — [265, 1493, 482, 1675]
headline-coming-events: Coming Events — [504, 1239, 723, 1273]
article-special-p2: On Thursday afternoon, May 5th, at the Y. M. C. A. graduating exercises of the babies from the Municipal Clinic will be held at 2:30 o'clock. All parents, together with their children, are requested to be present. Diplomas will be awarded. At this time new babies will be weighed. Miss Grace Anderson, Superintendent of Municipal Nurses, will be the speaker. Miss Hancock, Chairman of the Committee, announces that decorations for the occasion will be furnished by the Municipal Authorities. There will also be free movies. — [499, 409, 728, 547]
headline-laundry: Girl's Suit For Injury In Laundry, Is Rare Case — [1429, 1401, 1660, 1432]
ad-bush-unusual: AN UNUSUAL OPPORTUNITY FOR INVESTMENT — [115, 989, 403, 1001]
article-tristate: MEMPHIS, Tenn., April 27.—The Tri-State undertakers association of Colored undertakers will hold a meeting in Memphis, May 17, 18, and 19th. — [962, 1462, 1186, 1500]
ad-llyra-title1: Try The Famous — [102, 66, 415, 115]
society-header — [499, 55, 728, 120]
article-scholarship: Everybody is invited to come and spend a night of joy at the Alpha Phi Alpha Scholarship Dance at Pythian Hall, Thursday, May 5. Hours from 8 to 1. Benefit Alpha Phi Alpha Scholarship Fund. Harris Orchestra will furnish music. Admission 35 cents. — [735, 74, 956, 137]
card1-sign: Yours in sorrow, Joseph Jones, husband; Mrs. Mollie O'Neal, mother; Mrs. Carrie Jones, mother-in-law; Miss Marion Ransom, niece. — [962, 213, 1186, 251]
society-continued: CONTINUED FROM PAGE TWO — [548, 105, 679, 115]
article-jazzland: Jazzland specializes in Fried Chicken, Country Ham, Frog legs, Fish and sea foods in season, hot biscuits, Home made pies and honest to goodness coffee. — [1193, 831, 1422, 869]
ad-lotus-phone: Phone, Bomont 1160 — [1549, 171, 1646, 184]
portrait-illustration — [1462, 470, 1628, 652]
naola-ps: P. S.—Ask for free insurance policy. — [499, 1217, 649, 1230]
headline-scholarship: SCHOLARSHIP DANCE — [735, 55, 956, 74]
trotter-name: Mrs. S. B. Trotter — [1462, 1085, 1627, 1110]
jazzland-try: Try 'em once, you will try again. — [1240, 874, 1374, 886]
article-finding-p5: Phone or write for full information. Lindell 5481-J. — [499, 778, 719, 791]
ad-studio-title: WE AIM TO PLEASE YOU — [79, 1119, 215, 1130]
headline-card1: CARD OF THANKS — [1024, 55, 1124, 67]
studio-item: CANDY — [220, 1195, 249, 1204]
record-item: 4274 Beale St. Blues (W. C. Handy) — [1428, 924, 1588, 936]
column-right — [1428, 221, 1661, 2196]
ad-mme-seay — [265, 1112, 482, 1484]
ad-seay-line2: NEW AND MODERN SANITARY PARLOR — [301, 1251, 445, 1285]
studio-item: SWEET — [220, 1178, 249, 1187]
ad-bush-chemical — [36, 763, 482, 1119]
article-union: The Union Station Waiters will give their first entertainment at the Pythian Hall, Tuesday, May 24. Admission 35 cents. There will be $20.00 in gold given to the party holding the lucky number. Prize tickets 50 cents they also admit you to the hall, dancing and refreshments of all kinds. Music by Wm. Blue's Orchestra. Prize tickets may be purchased at the Pastime Music Shop, 2339 Market street. — [735, 189, 956, 303]
list-burial: Nancy Hicks, 56. 2305 Carr. Nancy Adams, 4, 3102 Morgan. James Watkins, 71, 3306 Franklin. Juanita Turner, 5, 2512 Lawton. — [735, 1384, 956, 1420]
bowman-address: 2339 Market St., — [1490, 1032, 1599, 1048]
studio-item: PICTURE — [45, 1143, 81, 1152]
